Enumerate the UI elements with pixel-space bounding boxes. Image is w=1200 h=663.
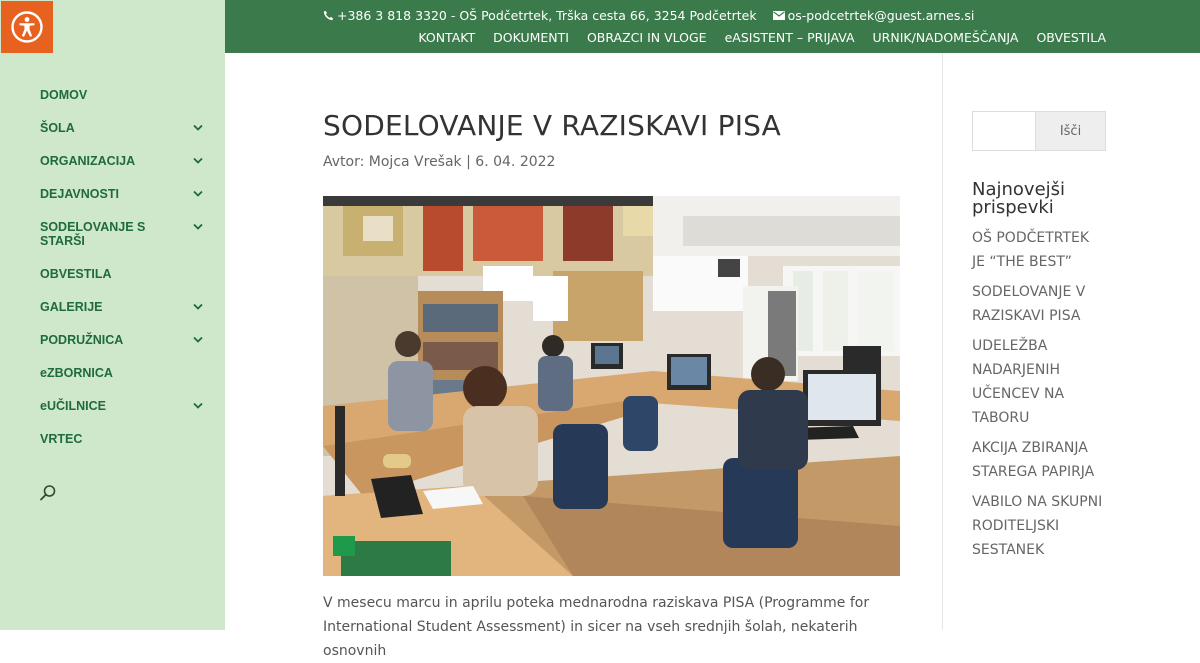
sidebar-item-sodelovanje-s-starsi[interactable]: SODELOVANJE S STARŠI (40, 220, 160, 248)
chevron-down-icon (193, 223, 203, 231)
accessibility-button[interactable] (1, 1, 53, 53)
recent-post-link[interactable]: AKCIJA ZBIRANJA STAREGA PAPIRJA (972, 440, 1095, 480)
recent-post-link[interactable]: VABILO NA SKUPNI RODITELJSKI SESTANEK (972, 494, 1103, 558)
meta-separator: | (461, 154, 476, 170)
content-divider (942, 53, 943, 630)
chevron-down-icon (193, 303, 203, 311)
search-button[interactable]: Išči (1035, 111, 1106, 151)
top-nav-kontakt[interactable]: KONTAKT (418, 30, 476, 45)
post-body: V mesecu marcu in aprilu poteka mednarodna raziskava PISA (Programme for International Student Assessment) in sicer na vseh srednjih šolah, nekaterih osnovnih (323, 595, 870, 659)
recent-posts-list (972, 226, 1106, 562)
sidebar-item-galerije[interactable]: GALERIJE (40, 300, 160, 314)
accessibility-icon (10, 10, 44, 44)
chevron-down-icon (193, 190, 203, 198)
classroom-photo (323, 196, 900, 576)
phone-icon (323, 10, 334, 21)
sidebar-item-domov[interactable]: DOMOV (40, 88, 88, 102)
sidebar-item-vrtec[interactable]: VRTEC (40, 432, 83, 446)
recent-post-link[interactable]: OŠ PODČETRTEK JE “THE BEST” (972, 230, 1090, 270)
post-date: 6. 04. 2022 (475, 154, 556, 170)
chevron-down-icon (193, 124, 203, 132)
chevron-down-icon (193, 402, 203, 410)
post-meta (323, 154, 555, 170)
email-contact[interactable]: os-podcetrtek@guest.arnes.si (773, 8, 975, 23)
sidebar-item-eucilnice[interactable]: eUČILNICE (40, 399, 160, 413)
top-nav-obvestila[interactable]: OBVESTILA (1036, 30, 1106, 45)
chevron-down-icon (193, 336, 203, 344)
sidebar-item-ezbornica[interactable]: eZBORNICA (40, 366, 113, 380)
page-title: SODELOVANJE V RAZISKAVI PISA (323, 109, 782, 142)
sidebar-item-sola[interactable]: ŠOLA (40, 121, 160, 135)
recent-post-link[interactable]: SODELOVANJE V RAZISKAVI PISA (972, 284, 1086, 324)
recent-post-link[interactable]: UDELEŽBA NADARJENIH UČENCEV NA TABORU (972, 338, 1065, 426)
envelope-icon (773, 11, 785, 20)
contact-info (323, 8, 974, 23)
author-link[interactable]: Mojca Vrešak (368, 154, 462, 170)
sidebar-item-podruznica[interactable]: PODRUŽNICA (40, 333, 160, 347)
top-nav (418, 30, 1106, 45)
search-icon[interactable] (39, 484, 57, 502)
sidebar-item-organizacija[interactable]: ORGANIZACIJA (40, 154, 160, 168)
recent-posts-title: Najnovejši prispevki (972, 179, 1066, 218)
chevron-down-icon (193, 157, 203, 165)
sidebar-item-obvestila[interactable]: OBVESTILA (40, 267, 112, 281)
sidebar-item-dejavnosti[interactable]: DEJAVNOSTI (40, 187, 160, 201)
right-sidebar (972, 111, 1106, 568)
top-nav-obrazci[interactable]: OBRAZCI IN VLOGE (586, 30, 707, 45)
post-featured-image (323, 196, 900, 576)
top-nav-dokumenti[interactable]: DOKUMENTI (493, 30, 569, 45)
top-nav-urnik[interactable]: URNIK/NADOMEŠČANJA (872, 30, 1019, 45)
top-nav-easistent[interactable]: eASISTENT – PRIJAVA (724, 30, 855, 45)
sidebar (0, 0, 225, 630)
search-input[interactable] (972, 111, 1035, 151)
top-header (225, 0, 1200, 53)
search-widget (972, 111, 1106, 151)
phone-contact[interactable]: +386 3 818 3320 - OŠ Podčetrtek, Trška cesta 66, 3254 Podčetrtek (323, 8, 757, 23)
author-prefix: Avtor: (323, 154, 369, 170)
